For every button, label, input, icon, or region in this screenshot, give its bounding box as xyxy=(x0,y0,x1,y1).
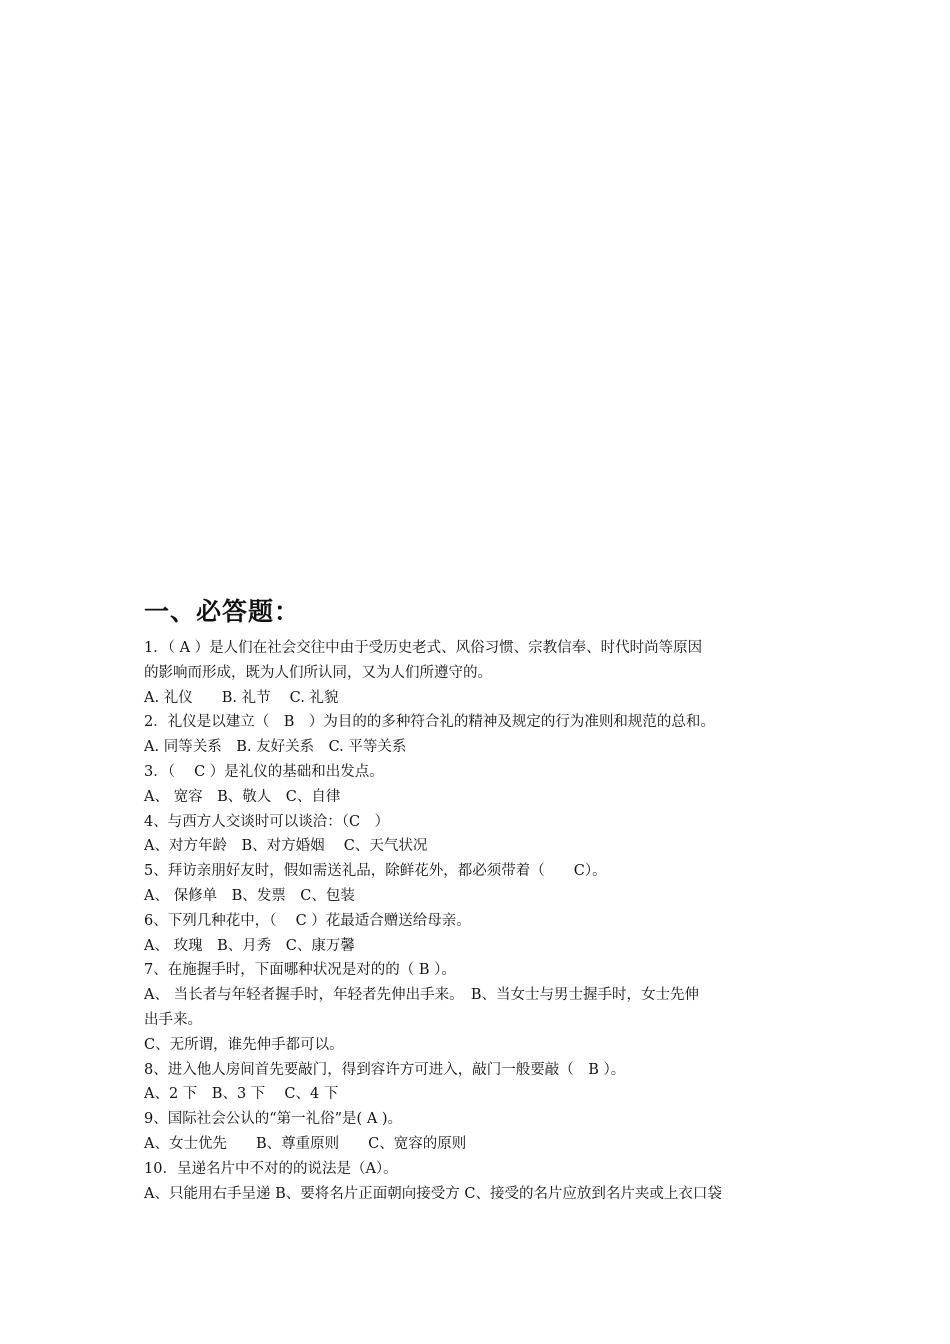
question-lines xyxy=(144,636,814,1206)
text-line: 8、进入他人房间首先要敲门，得到容许方可进入，敲门一般要敲（ B ）。 xyxy=(144,1061,626,1078)
text-line: A、 宽容 B、敬人 C、自律 xyxy=(144,788,341,805)
text-line: 10．呈递名片中不对的的说法是（A）。 xyxy=(144,1160,398,1177)
text-line: A、 保修单 B、发票 C、包装 xyxy=(144,887,355,904)
text-line: A、女士优先 B、尊重原则 C、宽容的原则 xyxy=(144,1135,467,1152)
text-line: 1．（ A ）是人们在社会交往中由于受历史老式、风俗习惯、宗教信奉、时代时尚等原因 xyxy=(144,640,703,656)
text-line: 6、下列几种花中，（ C ）花最适合赠送给母亲。 xyxy=(144,912,471,929)
text-line: A、 当长者与年轻者握手时，年轻者先伸出手来。 B、当女士与男士握手时，女士先伸 xyxy=(144,987,699,1004)
text-line: 3．（ C ）是礼仪的基础和出发点。 xyxy=(144,763,384,780)
document-content xyxy=(144,592,814,1206)
text-line: A. 礼仪 B. 礼节 C. 礼貌 xyxy=(144,689,339,706)
text-line: A、2 下 B、3 下 C、4 下 xyxy=(144,1086,339,1103)
text-line: 9、国际社会公认的“第一礼俗”是( A )。 xyxy=(144,1111,403,1128)
text-line: 7、在施握手时，下面哪种状况是对的的（ B ）。 xyxy=(144,962,456,979)
text-line: A. 同等关系 B. 友好关系 C. 平等关系 xyxy=(144,739,407,756)
text-line: A、 玫瑰 B、月秀 C、康万馨 xyxy=(144,937,355,954)
text-line: A、只能用右手呈递 B、要将名片正面朝向接受方 C、接受的名片应放到名片夹或上衣口袋 xyxy=(144,1185,722,1202)
text-line: 5、拜访亲朋好友时，假如需送礼品，除鲜花外，都必须带着（ C）。 xyxy=(144,863,607,880)
text-line: 出手来。 xyxy=(144,1011,202,1028)
text-line: 的影响而形成，既为人们所认同，又为人们所遵守的。 xyxy=(144,664,492,681)
section-heading: 一、必答题： xyxy=(144,597,301,626)
text-line: C、无所谓，谁先伸手都可以。 xyxy=(144,1036,344,1053)
text-line: 4、与西方人交谈时可以谈洽：（C ） xyxy=(144,813,390,830)
text-line: A、对方年龄 B、对方婚姻 C、天气状况 xyxy=(144,838,428,855)
text-line: 2．礼仪是以建立（ B ）为目的的多种符合礼的精神及规定的行为准则和规范的总和。 xyxy=(144,714,715,731)
